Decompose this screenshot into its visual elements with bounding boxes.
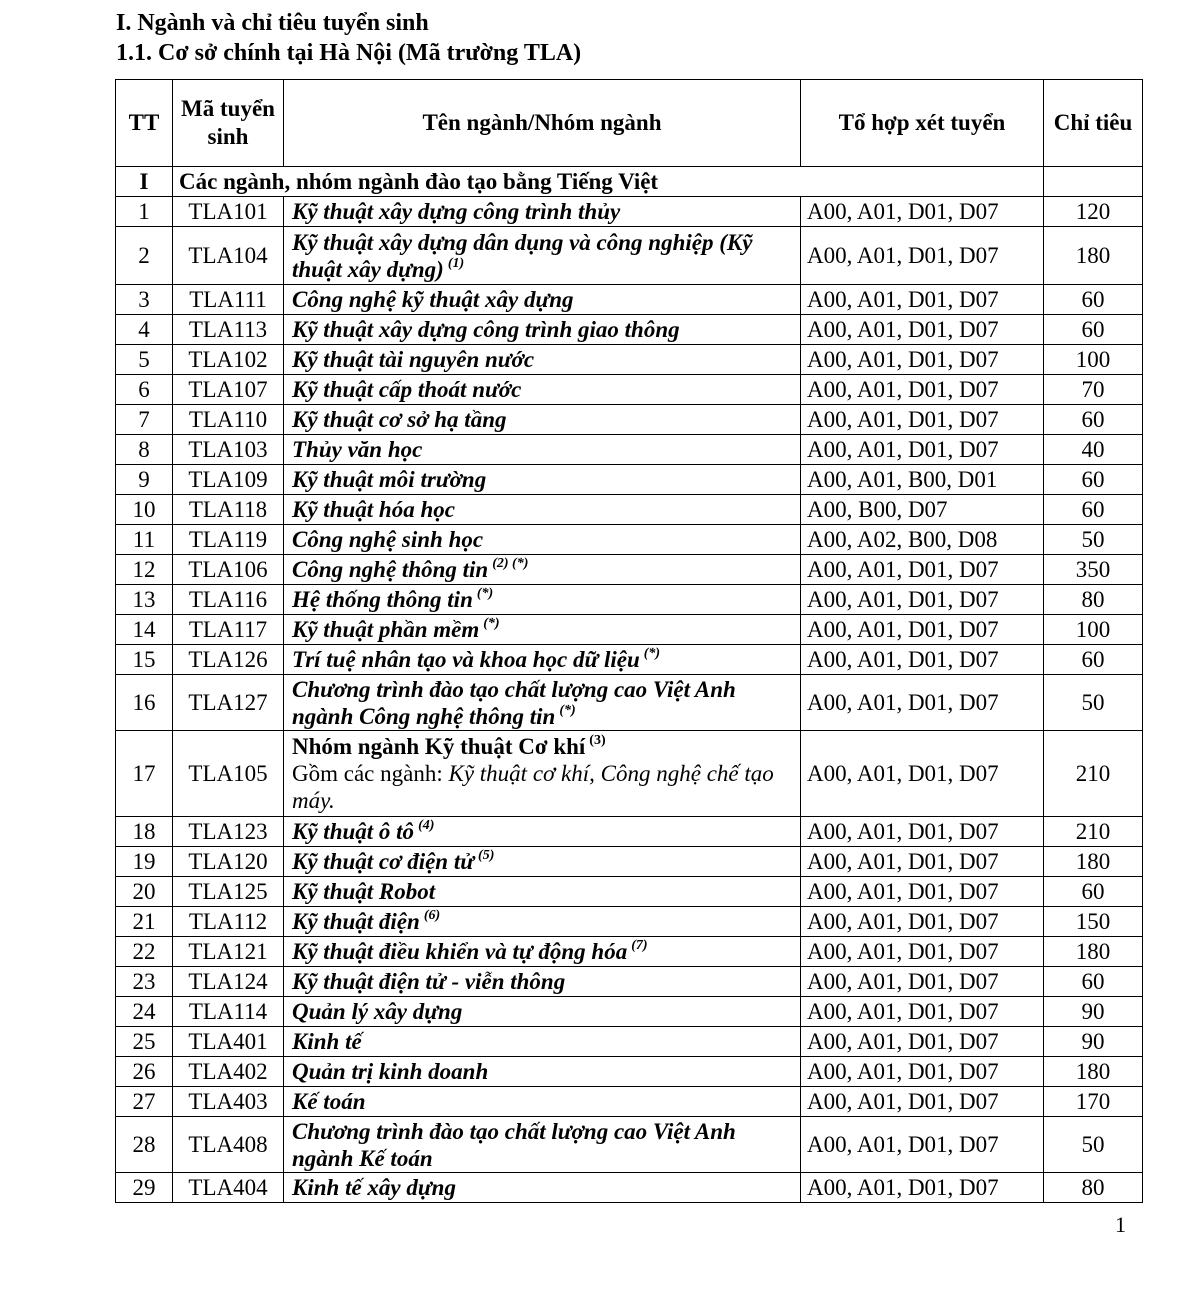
program-name: Quản lý xây dựng	[292, 998, 463, 1024]
row-number: 27	[116, 1087, 173, 1117]
program-code: TLA116	[173, 585, 284, 615]
table-row	[116, 847, 1143, 877]
quota: 180	[1044, 1057, 1143, 1087]
subject-combination: A00, A01, B00, D01	[801, 465, 1044, 495]
section-number: I	[116, 167, 173, 197]
program-name-cell	[284, 967, 801, 997]
row-number: 21	[116, 907, 173, 937]
quota: 60	[1044, 645, 1143, 675]
row-number: 12	[116, 555, 173, 585]
program-name-cell	[284, 615, 801, 645]
program-name-cell	[284, 937, 801, 967]
row-number: 1	[116, 197, 173, 227]
footnote-mark: (*)	[476, 585, 494, 601]
program-code: TLA403	[173, 1087, 284, 1117]
subject-combination: A00, A01, D01, D07	[801, 227, 1044, 285]
quota: 180	[1044, 227, 1143, 285]
row-number: 28	[116, 1117, 173, 1173]
table-row	[116, 315, 1143, 345]
row-number: 8	[116, 435, 173, 465]
subject-combination: A00, A01, D01, D07	[801, 1087, 1044, 1117]
program-code: TLA101	[173, 197, 284, 227]
table-row	[116, 227, 1143, 285]
program-code: TLA126	[173, 645, 284, 675]
subsection-heading: 1.1. Cơ sở chính tại Hà Nội (Mã trường TLA)	[116, 40, 582, 66]
program-code: TLA404	[173, 1173, 284, 1203]
table-row	[116, 675, 1143, 731]
row-number: 16	[116, 675, 173, 731]
program-code: TLA125	[173, 877, 284, 907]
table-row	[116, 525, 1143, 555]
row-number: 4	[116, 315, 173, 345]
quota: 150	[1044, 907, 1143, 937]
table-row	[116, 877, 1143, 907]
table-row	[116, 731, 1143, 817]
program-code: TLA401	[173, 1027, 284, 1057]
group-members-list: Kỹ thuật cơ khí, Công nghệ chế tạo máy.	[292, 761, 774, 813]
program-name-cell	[284, 465, 801, 495]
quota: 90	[1044, 1027, 1143, 1057]
program-code: TLA113	[173, 315, 284, 345]
program-name: Quản trị kinh doanh	[292, 1058, 489, 1084]
program-code: TLA123	[173, 817, 284, 847]
subject-combination: A00, A01, D01, D07	[801, 937, 1044, 967]
footnote-mark: (3)	[589, 733, 606, 748]
row-number: 23	[116, 967, 173, 997]
footnote-mark: (*)	[643, 645, 661, 661]
program-name-cell	[284, 315, 801, 345]
program-name: Kế toán	[292, 1088, 366, 1114]
program-name: Kỹ thuật cơ sở hạ tầng	[292, 406, 507, 432]
row-number: 19	[116, 847, 173, 877]
program-name: Kỹ thuật ô tô	[292, 818, 415, 844]
quota: 40	[1044, 435, 1143, 465]
row-number: 14	[116, 615, 173, 645]
program-name-cell	[284, 227, 801, 285]
program-code: TLA112	[173, 907, 284, 937]
program-code: TLA107	[173, 375, 284, 405]
table-row	[116, 817, 1143, 847]
program-name: Thủy văn học	[292, 436, 423, 462]
subject-combination: A00, A01, D01, D07	[801, 907, 1044, 937]
row-number: 25	[116, 1027, 173, 1057]
table-row	[116, 375, 1143, 405]
program-code: TLA105	[173, 731, 284, 817]
row-number: 13	[116, 585, 173, 615]
program-name: Công nghệ kỹ thuật xây dựng	[292, 286, 574, 312]
program-name-cell	[284, 345, 801, 375]
program-name-cell	[284, 1173, 801, 1203]
row-number: 7	[116, 405, 173, 435]
program-name-cell	[284, 405, 801, 435]
program-name-cell	[284, 1117, 801, 1173]
row-number: 10	[116, 495, 173, 525]
program-name: Kỹ thuật xây dựng dân dụng và công nghiệp (Kỹ thuật xây dựng)	[292, 229, 753, 282]
program-name-cell	[284, 877, 801, 907]
program-code: TLA121	[173, 937, 284, 967]
program-name: Kỹ thuật điện tử - viễn thông	[292, 968, 566, 994]
row-number: 5	[116, 345, 173, 375]
table-row	[116, 1117, 1143, 1173]
subject-combination: A00, A02, B00, D08	[801, 525, 1044, 555]
quota: 350	[1044, 555, 1143, 585]
row-number: 26	[116, 1057, 173, 1087]
program-name: Kỹ thuật cấp thoát nước	[292, 376, 522, 402]
row-number: 17	[116, 731, 173, 817]
program-name: Kỹ thuật cơ điện tử	[292, 848, 475, 874]
subject-combination: A00, A01, D01, D07	[801, 375, 1044, 405]
quota: 50	[1044, 675, 1143, 731]
header-name: Tên ngành/Nhóm ngành	[284, 80, 801, 167]
subject-combination: A00, A01, D01, D07	[801, 345, 1044, 375]
program-name: Kỹ thuật điện	[292, 908, 420, 934]
program-name-cell	[284, 907, 801, 937]
quota: 50	[1044, 525, 1143, 555]
row-number: 22	[116, 937, 173, 967]
table-row	[116, 907, 1143, 937]
program-name-cell	[284, 1057, 801, 1087]
section-row	[116, 167, 1143, 197]
footnote-mark: (7)	[631, 937, 648, 953]
table-row	[116, 555, 1143, 585]
table-row	[116, 1087, 1143, 1117]
program-code: TLA408	[173, 1117, 284, 1173]
quota: 60	[1044, 285, 1143, 315]
table-row	[116, 967, 1143, 997]
program-code: TLA110	[173, 405, 284, 435]
subject-combination: A00, A01, D01, D07	[801, 405, 1044, 435]
subject-combination: A00, A01, D01, D07	[801, 615, 1044, 645]
program-name-cell	[284, 435, 801, 465]
program-code: TLA111	[173, 285, 284, 315]
subject-combination: A00, B00, D07	[801, 495, 1044, 525]
subject-combination: A00, A01, D01, D07	[801, 847, 1044, 877]
quota: 210	[1044, 817, 1143, 847]
program-name-cell	[284, 555, 801, 585]
program-name-cell	[284, 997, 801, 1027]
table-row	[116, 997, 1143, 1027]
table-row	[116, 465, 1143, 495]
subject-combination: A00, A01, D01, D07	[801, 731, 1044, 817]
table-row	[116, 197, 1143, 227]
program-code: TLA119	[173, 525, 284, 555]
program-name-cell	[284, 197, 801, 227]
subject-combination: A00, A01, D01, D07	[801, 1117, 1044, 1173]
row-number: 2	[116, 227, 173, 285]
header-quota: Chỉ tiêu	[1044, 80, 1143, 167]
program-name: Kỹ thuật Robot	[292, 878, 436, 904]
quota: 180	[1044, 847, 1143, 877]
subject-combination: A00, A01, D01, D07	[801, 585, 1044, 615]
quota: 60	[1044, 967, 1143, 997]
footnote-mark: (2) (*)	[492, 555, 529, 571]
quota: 60	[1044, 315, 1143, 345]
program-name-cell	[284, 731, 801, 817]
table-row	[116, 345, 1143, 375]
quota: 60	[1044, 465, 1143, 495]
section-label: Các ngành, nhóm ngành đào tạo bằng Tiếng Việt	[173, 167, 1044, 197]
footnote-mark: (5)	[478, 847, 495, 863]
program-name-cell	[284, 675, 801, 731]
row-number: 11	[116, 525, 173, 555]
program-name: Kỹ thuật xây dựng công trình giao thông	[292, 316, 680, 342]
row-number: 3	[116, 285, 173, 315]
quota: 210	[1044, 731, 1143, 817]
subject-combination: A00, A01, D01, D07	[801, 997, 1044, 1027]
program-code: TLA127	[173, 675, 284, 731]
program-code: TLA106	[173, 555, 284, 585]
footnote-mark: (*)	[559, 702, 576, 718]
program-name-cell	[284, 525, 801, 555]
header-row	[116, 80, 1143, 167]
table-row	[116, 645, 1143, 675]
row-number: 20	[116, 877, 173, 907]
quota: 120	[1044, 197, 1143, 227]
quota: 100	[1044, 345, 1143, 375]
header-combo: Tổ hợp xét tuyển	[801, 80, 1044, 167]
program-code: TLA118	[173, 495, 284, 525]
quota: 80	[1044, 585, 1143, 615]
table-row	[116, 1027, 1143, 1057]
subject-combination: A00, A01, D01, D07	[801, 315, 1044, 345]
quota: 70	[1044, 375, 1143, 405]
group-members	[292, 761, 774, 813]
program-name-cell	[284, 285, 801, 315]
subject-combination: A00, A01, D01, D07	[801, 1027, 1044, 1057]
quota: 60	[1044, 495, 1143, 525]
row-number: 6	[116, 375, 173, 405]
table-row	[116, 285, 1143, 315]
program-code: TLA402	[173, 1057, 284, 1087]
quota: 90	[1044, 997, 1143, 1027]
footnote-mark: (*)	[483, 615, 500, 631]
program-name: Kỹ thuật môi trường	[292, 466, 487, 492]
subject-combination: A00, A01, D01, D07	[801, 877, 1044, 907]
quota: 50	[1044, 1117, 1143, 1173]
program-name: Kinh tế xây dựng	[292, 1174, 456, 1200]
program-name: Kỹ thuật xây dựng công trình thủy	[292, 198, 621, 224]
row-number: 24	[116, 997, 173, 1027]
subject-combination: A00, A01, D01, D07	[801, 285, 1044, 315]
program-name-cell	[284, 1027, 801, 1057]
program-code: TLA102	[173, 345, 284, 375]
footnote-mark: (1)	[447, 255, 465, 271]
quota: 60	[1044, 405, 1143, 435]
table-row	[116, 405, 1143, 435]
program-name: Công nghệ sinh học	[292, 526, 484, 552]
quota: 170	[1044, 1087, 1143, 1117]
program-name-cell	[284, 375, 801, 405]
program-code: TLA124	[173, 967, 284, 997]
program-name-cell	[284, 585, 801, 615]
subject-combination: A00, A01, D01, D07	[801, 817, 1044, 847]
row-number: 15	[116, 645, 173, 675]
program-name: Chương trình đào tạo chất lượng cao Việt Anh ngành Kế toán	[292, 1118, 736, 1171]
section-heading: I. Ngành và chỉ tiêu tuyển sinh	[116, 10, 429, 36]
program-code: TLA109	[173, 465, 284, 495]
subject-combination: A00, A01, D01, D07	[801, 1173, 1044, 1203]
program-name-cell	[284, 1087, 801, 1117]
program-name: Nhóm ngành Kỹ thuật Cơ khí	[292, 734, 586, 759]
row-number: 29	[116, 1173, 173, 1203]
table-row	[116, 1173, 1143, 1203]
program-name: Hệ thống thông tin	[292, 586, 473, 612]
program-name-cell	[284, 847, 801, 877]
table-body	[116, 167, 1143, 1203]
program-name: Kỹ thuật phần mềm	[292, 616, 480, 642]
subject-combination: A00, A01, D01, D07	[801, 675, 1044, 731]
admission-quota-table	[115, 79, 1143, 1203]
quota: 100	[1044, 615, 1143, 645]
quota: 60	[1044, 877, 1143, 907]
row-number: 18	[116, 817, 173, 847]
table-row	[116, 937, 1143, 967]
program-code: TLA103	[173, 435, 284, 465]
program-code: TLA104	[173, 227, 284, 285]
page-number: 1	[1115, 1212, 1126, 1237]
footnote-mark: (4)	[418, 817, 435, 833]
footnote-mark: (6)	[423, 907, 441, 923]
table-row	[116, 615, 1143, 645]
table-row	[116, 435, 1143, 465]
program-code: TLA114	[173, 997, 284, 1027]
program-name: Kỹ thuật hóa học	[292, 496, 455, 522]
program-name: Kỹ thuật tài nguyên nước	[292, 346, 535, 372]
program-name: Công nghệ thông tin	[292, 556, 489, 582]
section-empty-cell	[1044, 167, 1143, 197]
program-code: TLA120	[173, 847, 284, 877]
program-name-cell	[284, 645, 801, 675]
quota: 180	[1044, 937, 1143, 967]
header-code: Mã tuyển sinh	[173, 80, 284, 167]
subject-combination: A00, A01, D01, D07	[801, 1057, 1044, 1087]
program-name-cell	[284, 495, 801, 525]
subject-combination: A00, A01, D01, D07	[801, 435, 1044, 465]
program-code: TLA117	[173, 615, 284, 645]
header-tt: TT	[116, 80, 173, 167]
program-name-cell	[284, 817, 801, 847]
subject-combination: A00, A01, D01, D07	[801, 555, 1044, 585]
subject-combination: A00, A01, D01, D07	[801, 197, 1044, 227]
table-row	[116, 1057, 1143, 1087]
program-name: Trí tuệ nhân tạo và khoa học dữ liệu	[292, 646, 640, 672]
row-number: 9	[116, 465, 173, 495]
subject-combination: A00, A01, D01, D07	[801, 645, 1044, 675]
table-row	[116, 495, 1143, 525]
table-row	[116, 585, 1143, 615]
program-name: Kỹ thuật điều khiển và tự động hóa	[292, 938, 628, 964]
subject-combination: A00, A01, D01, D07	[801, 967, 1044, 997]
program-name: Chương trình đào tạo chất lượng cao Việt Anh ngành Công nghệ thông tin	[292, 676, 736, 729]
group-members-prefix: Gồm các ngành:	[292, 761, 449, 786]
program-name: Kinh tế	[292, 1028, 362, 1054]
quota: 80	[1044, 1173, 1143, 1203]
